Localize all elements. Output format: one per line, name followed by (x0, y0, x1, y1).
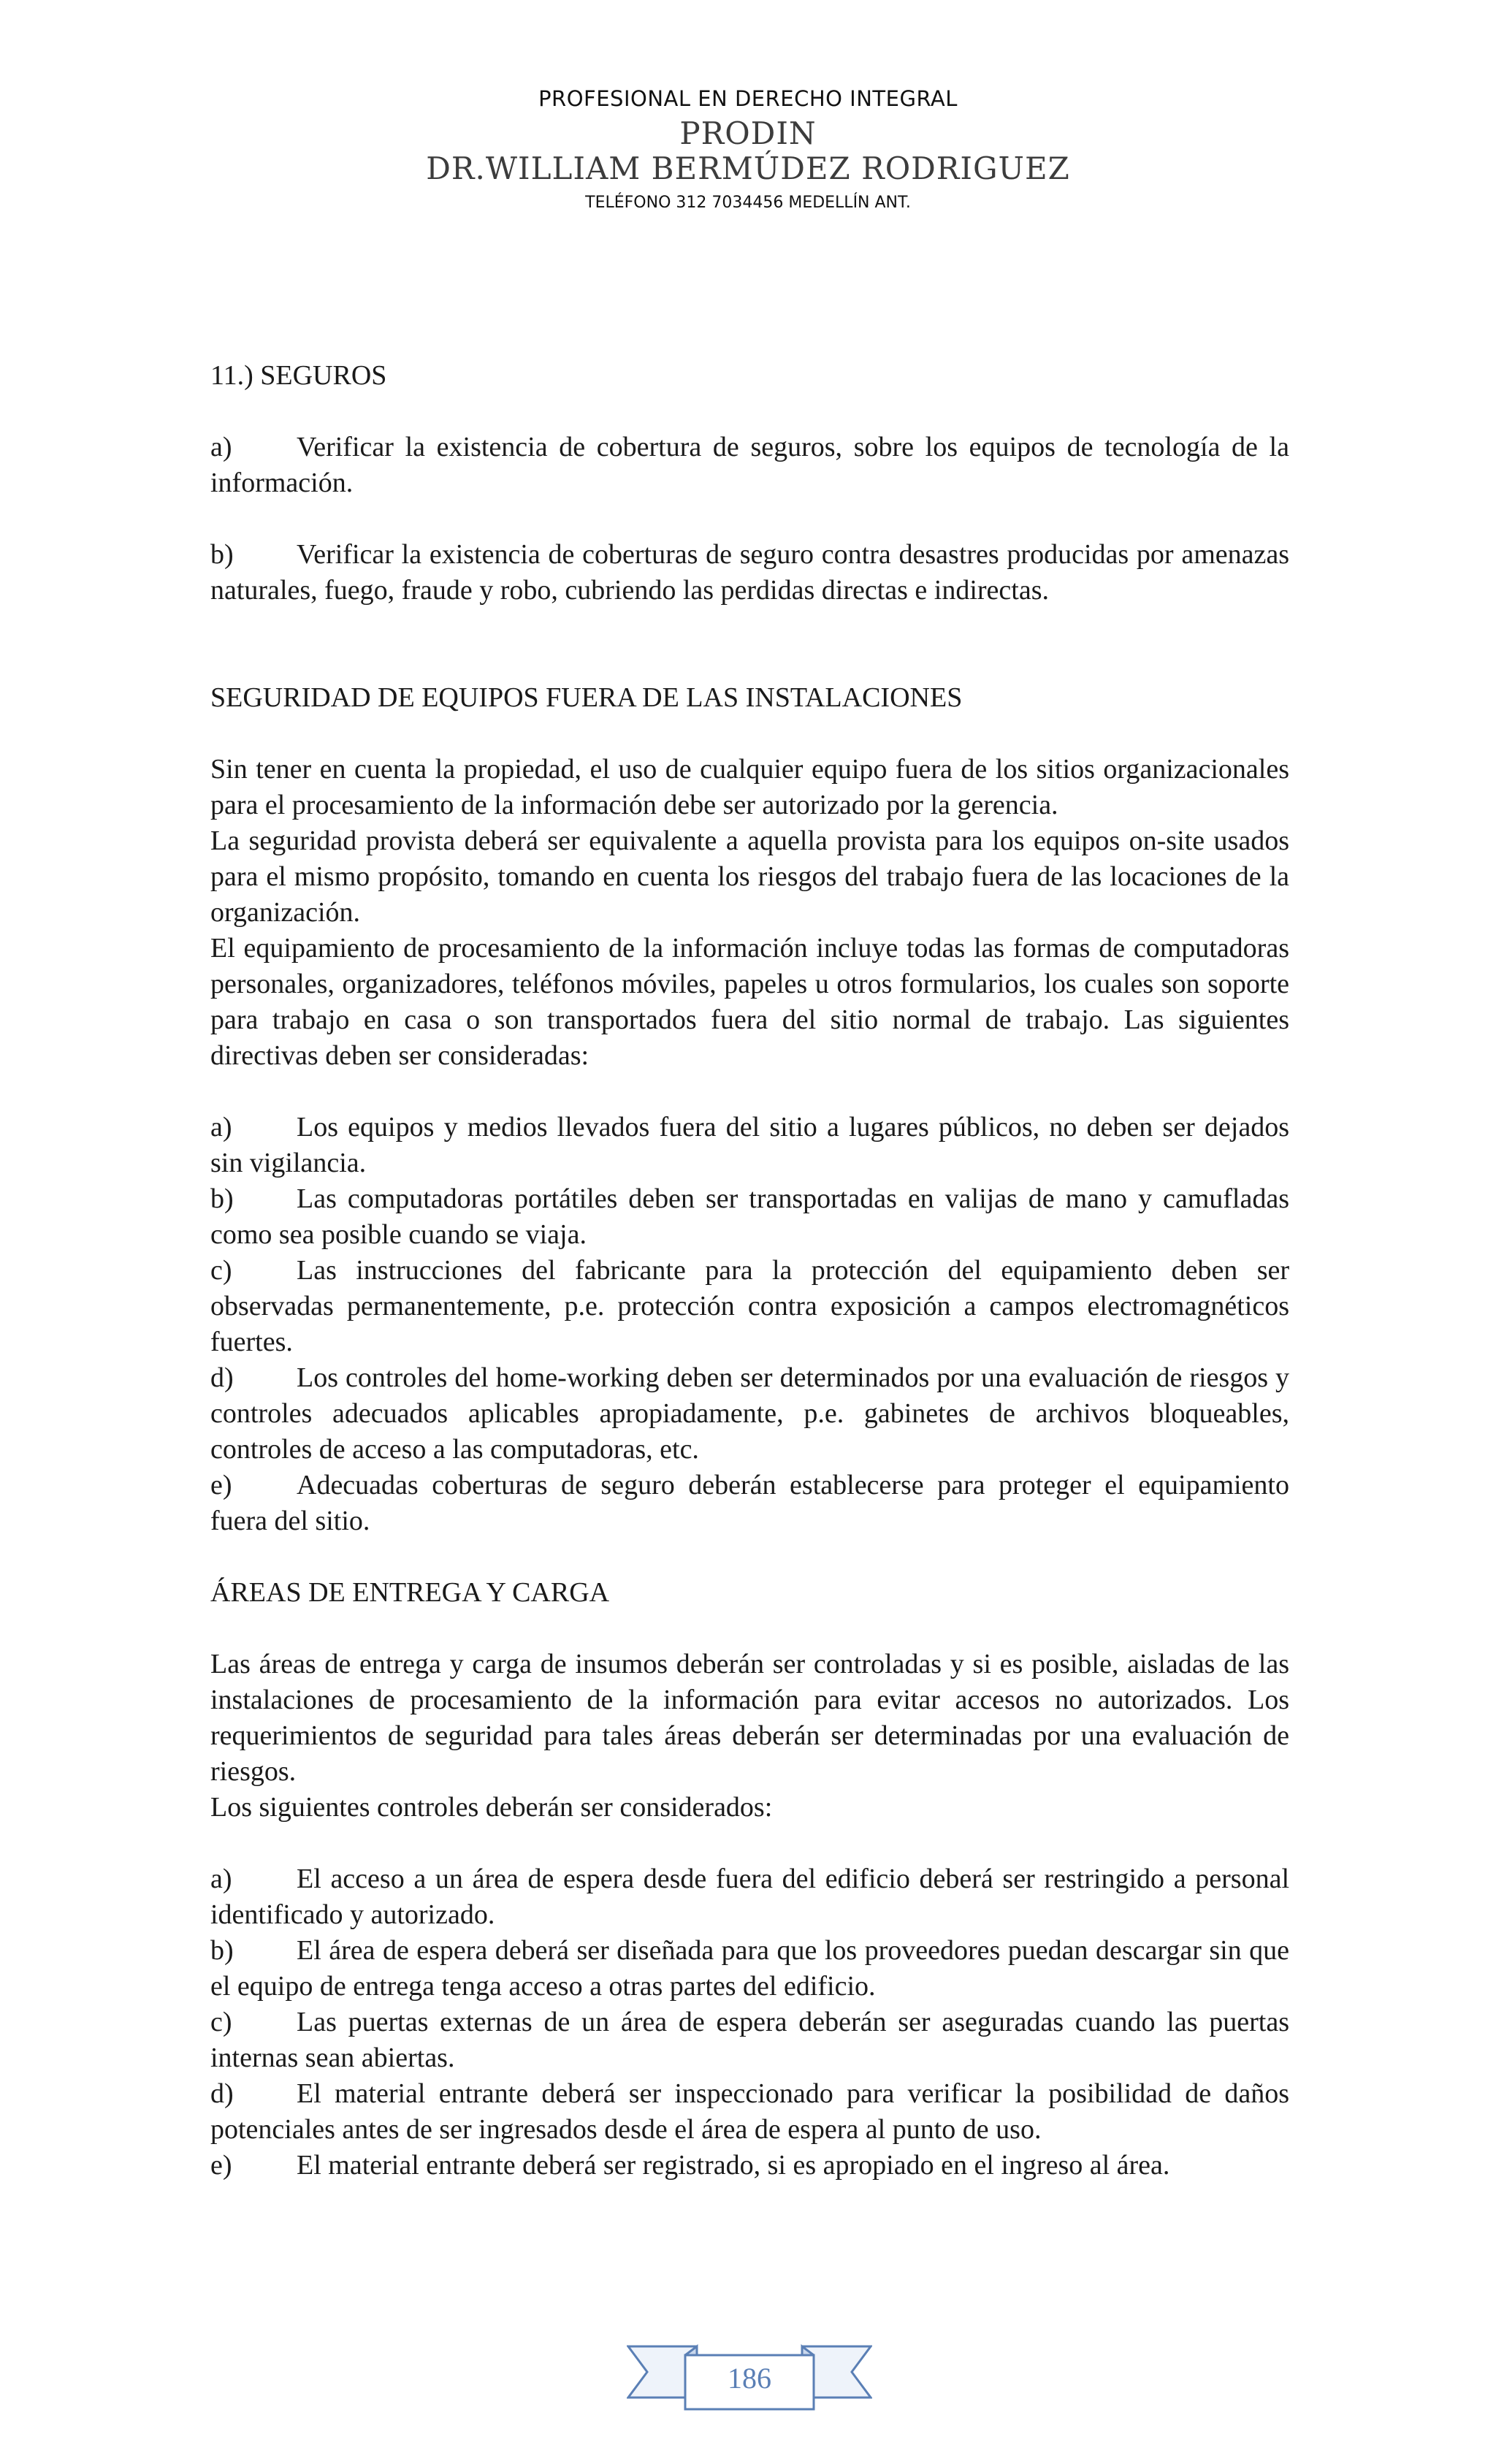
list-item-label: b) (210, 1935, 234, 1966)
list-item-text: Las puertas externas de un área de espera deberán ser aseguradas cuando las puertas internas sean abiertas. (210, 2007, 1289, 2073)
page-number-ribbon (627, 2341, 872, 2411)
list-item (210, 2005, 1289, 2076)
list-item-label: a) (210, 1864, 232, 1894)
list-item (210, 1933, 1289, 2005)
list-item-text: El acceso a un área de espera desde fuera del edificio deberá ser restringido a personal identificado y autorizado. (210, 1864, 1289, 1930)
paragraph: La seguridad provista deberá ser equivalente a aquella provista para los equipos on-site usados para el mismo propósito, tomando en cuenta los riesgos del trabajo fuera de las locaciones de la organización. (210, 825, 1289, 928)
paragraph: El equipamiento de procesamiento de la información incluye todas las formas de computadoras personales, organizadores, teléfonos móviles, papeles u otros formularios, los cuales son soporte para trabajo en casa o son transportados fuera del sitio normal de trabajo. Las siguientes directivas deben ser consideradas: (210, 933, 1289, 1071)
list-item-label: a) (210, 1112, 232, 1143)
header-phone: TELÉFONO 312 7034456 MEDELLÍN ANT. (585, 194, 911, 212)
page-number: 186 (728, 2362, 771, 2395)
list-item-text: El área de espera deberá ser diseñada para que los proveedores puedan descargar sin que el equipo de entrega tenga acceso a otras partes del edificio. (210, 1935, 1289, 2002)
list-item-label: e) (210, 2150, 232, 2181)
list-item-text: El material entrante deberá ser registrado, si es apropiado en el ingreso al área. (297, 2150, 1170, 2181)
header-acronym: PRODIN (679, 115, 817, 151)
list-item-text: Adecuadas coberturas de seguro deberán establecerse para proteger el equipamiento fuera del sitio. (210, 1470, 1289, 1536)
header-firm-name: PROFESIONAL EN DERECHO INTEGRAL (538, 86, 958, 111)
section-title-areas-entrega: ÁREAS DE ENTREGA Y CARGA (210, 1577, 610, 1608)
header-lawyer-name: DR.WILLIAM BERMÚDEZ RODRIGUEZ (426, 150, 1070, 186)
list-item-text: Los equipos y medios llevados fuera del sitio a lugares públicos, no deben ser dejados sin vigilancia. (210, 1112, 1289, 1178)
list-item-label: b) (210, 1183, 234, 1214)
list-item (210, 1253, 1289, 1360)
list-item-text: Verificar la existencia de cobertura de seguros, sobre los equipos de tecnología de la información. (210, 432, 1289, 498)
list-item (210, 1360, 1289, 1468)
list-item (210, 1861, 1289, 1933)
document-body (210, 358, 1289, 2183)
list-item-text: Las instrucciones del fabricante para la protección del equipamiento deben ser observadas permanentemente, p.e. protección contra exposición a campos electromagnéticos fuertes. (210, 1255, 1289, 1357)
list-item (210, 2148, 1289, 2183)
list-item-label: d) (210, 1362, 234, 1393)
list-item-label: d) (210, 2078, 234, 2109)
list-item (210, 1468, 1289, 1539)
list-item-text: Los controles del home-working deben ser determinados por una evaluación de riesgos y controles adecuados aplicables apropiadamente, p.e. gabinetes de archivos bloqueables, controles de acceso a las computadoras, etc. (210, 1362, 1289, 1465)
paragraph: Los siguientes controles deberán ser considerados: (210, 1792, 773, 1823)
section-title-equipos-fuera: SEGURIDAD DE EQUIPOS FUERA DE LAS INSTALACIONES (210, 682, 963, 713)
list-item (210, 537, 1289, 609)
list-item-label: c) (210, 1255, 232, 1286)
list-item (210, 430, 1289, 501)
list-item (210, 2076, 1289, 2148)
list-item (210, 1181, 1289, 1253)
list-item-label: e) (210, 1470, 232, 1500)
section-title-seguros: 11.) SEGUROS (210, 360, 387, 391)
list-item-label: b) (210, 539, 234, 570)
list-item-text: Verificar la existencia de coberturas de seguro contra desastres producidas por amenazas naturales, fuego, fraude y robo, cubriendo las perdidas directas e indirectas. (210, 539, 1289, 606)
list-item (210, 1110, 1289, 1181)
list-item-text: Las computadoras portátiles deben ser transportadas en valijas de mano y camufladas como sea posible cuando se viaja. (210, 1183, 1289, 1250)
paragraph: Las áreas de entrega y carga de insumos deberán ser controladas y si es posible, aisladas de las instalaciones de procesamiento de la información para evitar accesos no autorizados. Los requerimientos de seguridad para tales áreas deberán ser determinadas por una evaluación de riesgos. (210, 1649, 1289, 1787)
list-item-label: a) (210, 432, 232, 462)
paragraph: Sin tener en cuenta la propiedad, el uso de cualquier equipo fuera de los sitios organizacionales para el procesamiento de la información debe ser autorizado por la gerencia. (210, 754, 1289, 820)
list-item-label: c) (210, 2007, 232, 2037)
list-item-text: El material entrante deberá ser inspeccionado para verificar la posibilidad de daños potenciales antes de ser ingresados desde el área de espera al punto de uso. (210, 2078, 1289, 2145)
